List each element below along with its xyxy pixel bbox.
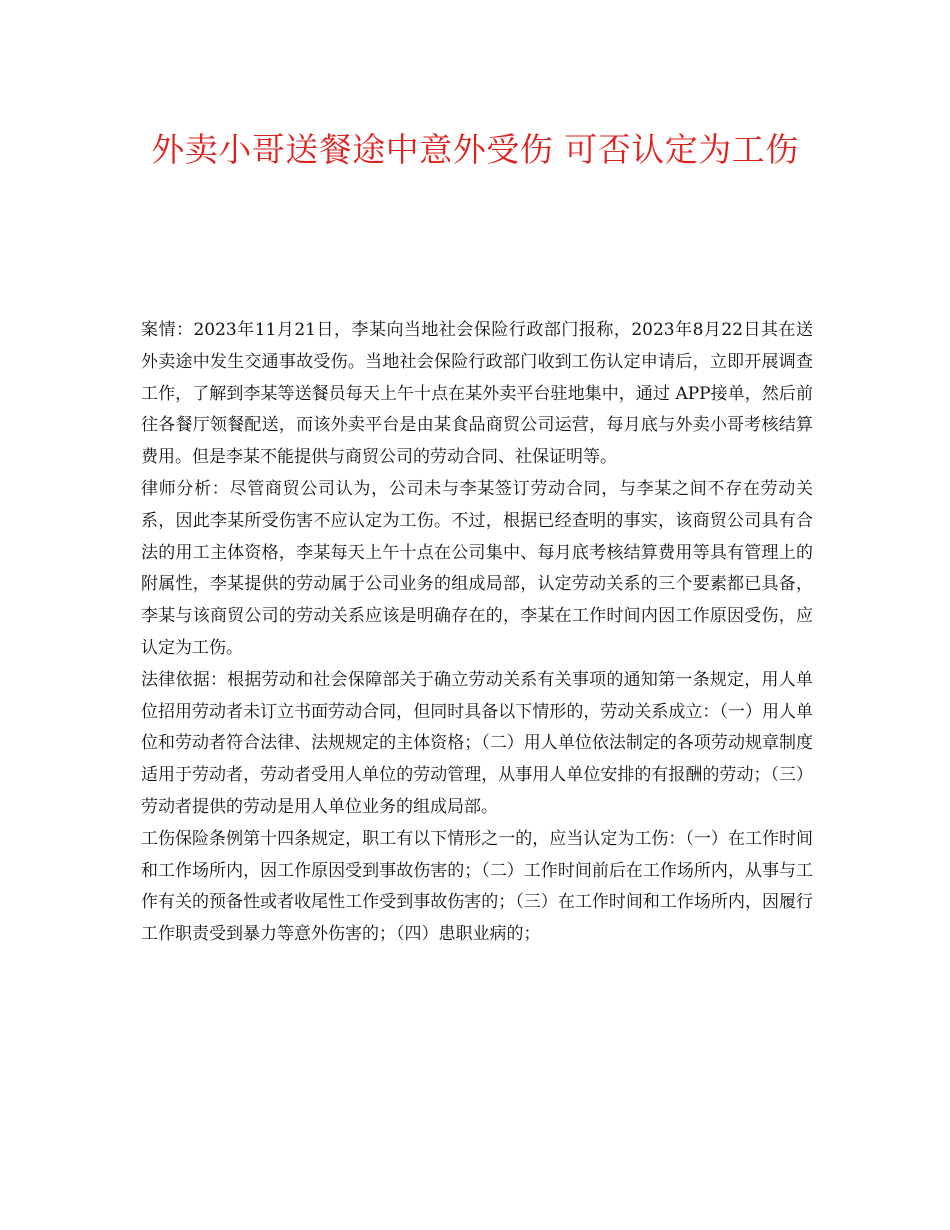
document-body — [141, 315, 813, 951]
document-title: 外卖小哥送餐途中意外受伤 可否认定为工伤 — [151, 130, 799, 169]
paragraph-regulation: 工伤保险条例第十四条规定，职工有以下情形之一的，应当认定为工伤：（一）在工作时间和工作场所内，因工作原因受到事故伤害的；（二）工作时间前后在工作场所内，从事与工作有关的预备性或者收尾性工作受到事故伤害的；（三）在工作时间和工作场所内，因履行工作职责受到暴力等意外伤害的；（四）患职业病的； — [141, 828, 813, 945]
paragraph-lawyer-analysis: 律师分析：尽管商贸公司认为，公司未与李某签订劳动合同，与李某之间不存在劳动关系，因此李某所受伤害不应认定为工伤。不过，根据已经查明的事实，该商贸公司具有合法的用工主体资格，李某每天上午十点在公司集中、每月底考核结算费用等具有管理上的附属性，李某提供的劳动属于公司业务的组成局部，认定劳动关系的三个要素都已具备，李某与该商贸公司的劳动关系应该是明确存在的，李某在工作时间内因工作原因受伤，应认定为工伤。 — [141, 478, 813, 658]
paragraph-legal-basis: 法律依据：根据劳动和社会保障部关于确立劳动关系有关事项的通知第一条规定，用人单位招用劳动者未订立书面劳动合同，但同时具备以下情形的，劳动关系成立：（一）用人单位和劳动者符合法律、法规规定的主体资格；（二）用人单位依法制定的各项劳动规章制度适用于劳动者，劳动者受用人单位的劳动管理，从事用人单位安排的有报酬的劳动；（三）劳动者提供的劳动是用人单位业务的组成局部。 — [141, 669, 813, 817]
paragraph-case: 案情：2023年11月21日，李某向当地社会保险行政部门报称，2023年8月22日其在送外卖途中发生交通事故受伤。当地社会保险行政部门收到工伤认定申请后，立即开展调查工作，了解到李某等送餐员每天上午十点在某外卖平台驻地集中，通过 APP接单，然后前往各餐厅领餐配送，而该外卖平台是由某食品商贸公司运营，每月底与外卖小哥考核结算费用。但是李某不能提供与商贸公司的劳动合同、社保证明等。 — [141, 320, 813, 468]
